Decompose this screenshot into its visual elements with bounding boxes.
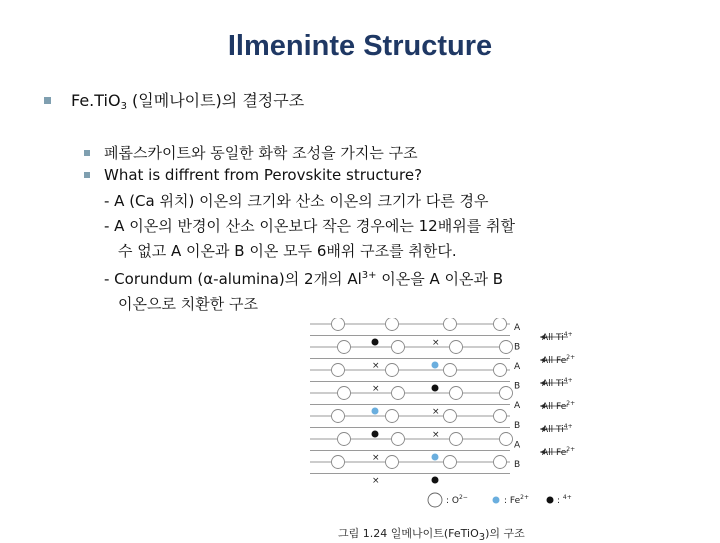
vacancy-mark: × — [372, 361, 380, 371]
text-line-1: - A (Ca 위치) 이온의 크기와 산소 이온의 크기가 다른 경우 — [104, 192, 489, 210]
bullet-square-icon — [84, 150, 90, 156]
fe-atom — [372, 408, 379, 415]
oxygen-atom — [450, 341, 463, 354]
layer-label: A — [514, 323, 521, 333]
oxygen-atom — [332, 456, 345, 469]
page-title: Ilmeninte Structure — [227, 30, 493, 62]
fe-atom — [432, 362, 439, 369]
bullet-perovskite-same — [84, 142, 418, 163]
layer-label: B — [514, 420, 521, 431]
vacancy-mark: × — [432, 338, 440, 348]
layer-label: A — [514, 401, 521, 412]
oxygen-atom — [338, 387, 351, 400]
oxygen-atom — [332, 410, 345, 423]
fe-atom — [432, 454, 439, 461]
side-label: All $Ti^{4+}$ — [542, 377, 573, 389]
layer-label: A — [514, 440, 521, 451]
legend-oxygen-swatch — [428, 493, 442, 507]
oxygen-atom — [494, 456, 507, 469]
vacancy-mark: × — [372, 476, 380, 486]
text-line-4: - Corundum (α-alumina)의 2개의 $Al^{3+}$ 이온을 A 이온과 B — [104, 270, 504, 288]
bullet-text: What is diffrent from Perovskite structure? — [104, 166, 423, 184]
oxygen-atom — [386, 364, 399, 377]
layer-label: A — [514, 362, 521, 373]
text-line-5: 이온으로 치환한 구조 — [118, 295, 258, 313]
oxygen-atom — [500, 387, 513, 400]
oxygen-atom — [338, 433, 351, 446]
text-line-2: - A 이온의 반경이 산소 이온보다 작은 경우에는 12배위를 취할 — [104, 217, 515, 235]
legend-oxygen-label: : $O^{2-}$ — [446, 494, 468, 506]
bullet-square-icon — [84, 172, 90, 178]
layer-label: B — [514, 342, 521, 353]
text-line-3: 수 없고 A 이온과 B 이온 모두 6배위 구조를 취한다. — [118, 242, 457, 260]
oxygen-atom — [332, 318, 345, 331]
side-label: All $Ti^{4+}$ — [542, 423, 573, 435]
oxygen-atom — [444, 410, 457, 423]
oxygen-atom — [338, 341, 351, 354]
layer-label: B — [514, 381, 521, 392]
layer-labels — [514, 323, 575, 470]
oxygen-atom — [386, 410, 399, 423]
oxygen-atom — [392, 433, 405, 446]
oxygen-atom — [494, 410, 507, 423]
oxygen-atom — [450, 433, 463, 446]
bullet-square-icon — [44, 97, 51, 104]
side-label: All $Ti^{4+}$ — [542, 331, 573, 343]
ilmenite-structure-diagram — [300, 318, 600, 540]
oxygen-atom — [494, 318, 507, 331]
oxygen-atom — [500, 341, 513, 354]
legend-fe-swatch — [493, 497, 500, 504]
bullet-what-different — [84, 166, 422, 184]
legend-fe-label: : $Fe^{2+}$ — [504, 494, 529, 506]
layer-label: B — [514, 459, 521, 470]
legend-ti-label: : $^{4+}$ — [557, 494, 572, 506]
ti-atom — [432, 477, 439, 484]
oxygen-atom — [444, 318, 457, 331]
vacancy-mark: × — [372, 453, 380, 463]
bullet-fetio3 — [44, 88, 304, 112]
oxygen-atom — [444, 456, 457, 469]
ti-atom — [372, 431, 379, 438]
oxygen-atom — [386, 318, 399, 331]
ti-atom — [432, 385, 439, 392]
oxygen-atom — [332, 364, 345, 377]
bullet-formula: Fe.TiO$_3$ (일메나이트)의 결정구조 — [71, 91, 305, 112]
legend-ti-swatch — [547, 497, 554, 504]
oxygen-atom — [386, 456, 399, 469]
oxygen-atom — [500, 433, 513, 446]
side-label: All $Fe^{2+}$ — [542, 400, 576, 412]
oxygen-atom — [450, 387, 463, 400]
legend — [428, 493, 572, 507]
bullet-text: 페롭스카이트와 동일한 화학 조성을 가지는 구조 — [104, 144, 418, 162]
atoms — [332, 318, 513, 486]
oxygen-atom — [444, 364, 457, 377]
oxygen-atom — [392, 387, 405, 400]
ti-atom — [372, 339, 379, 346]
vacancy-mark: × — [432, 407, 440, 417]
oxygen-atom — [392, 341, 405, 354]
side-label: All $Fe^{2+}$ — [542, 446, 576, 458]
figure-caption: 그림 1.24 일메나이트(FeTiO3)의 구조 — [338, 527, 525, 543]
oxygen-atom — [494, 364, 507, 377]
vacancy-mark: × — [432, 430, 440, 440]
vacancy-mark: × — [372, 384, 380, 394]
side-label: All $Fe^{2+}$ — [542, 354, 576, 366]
